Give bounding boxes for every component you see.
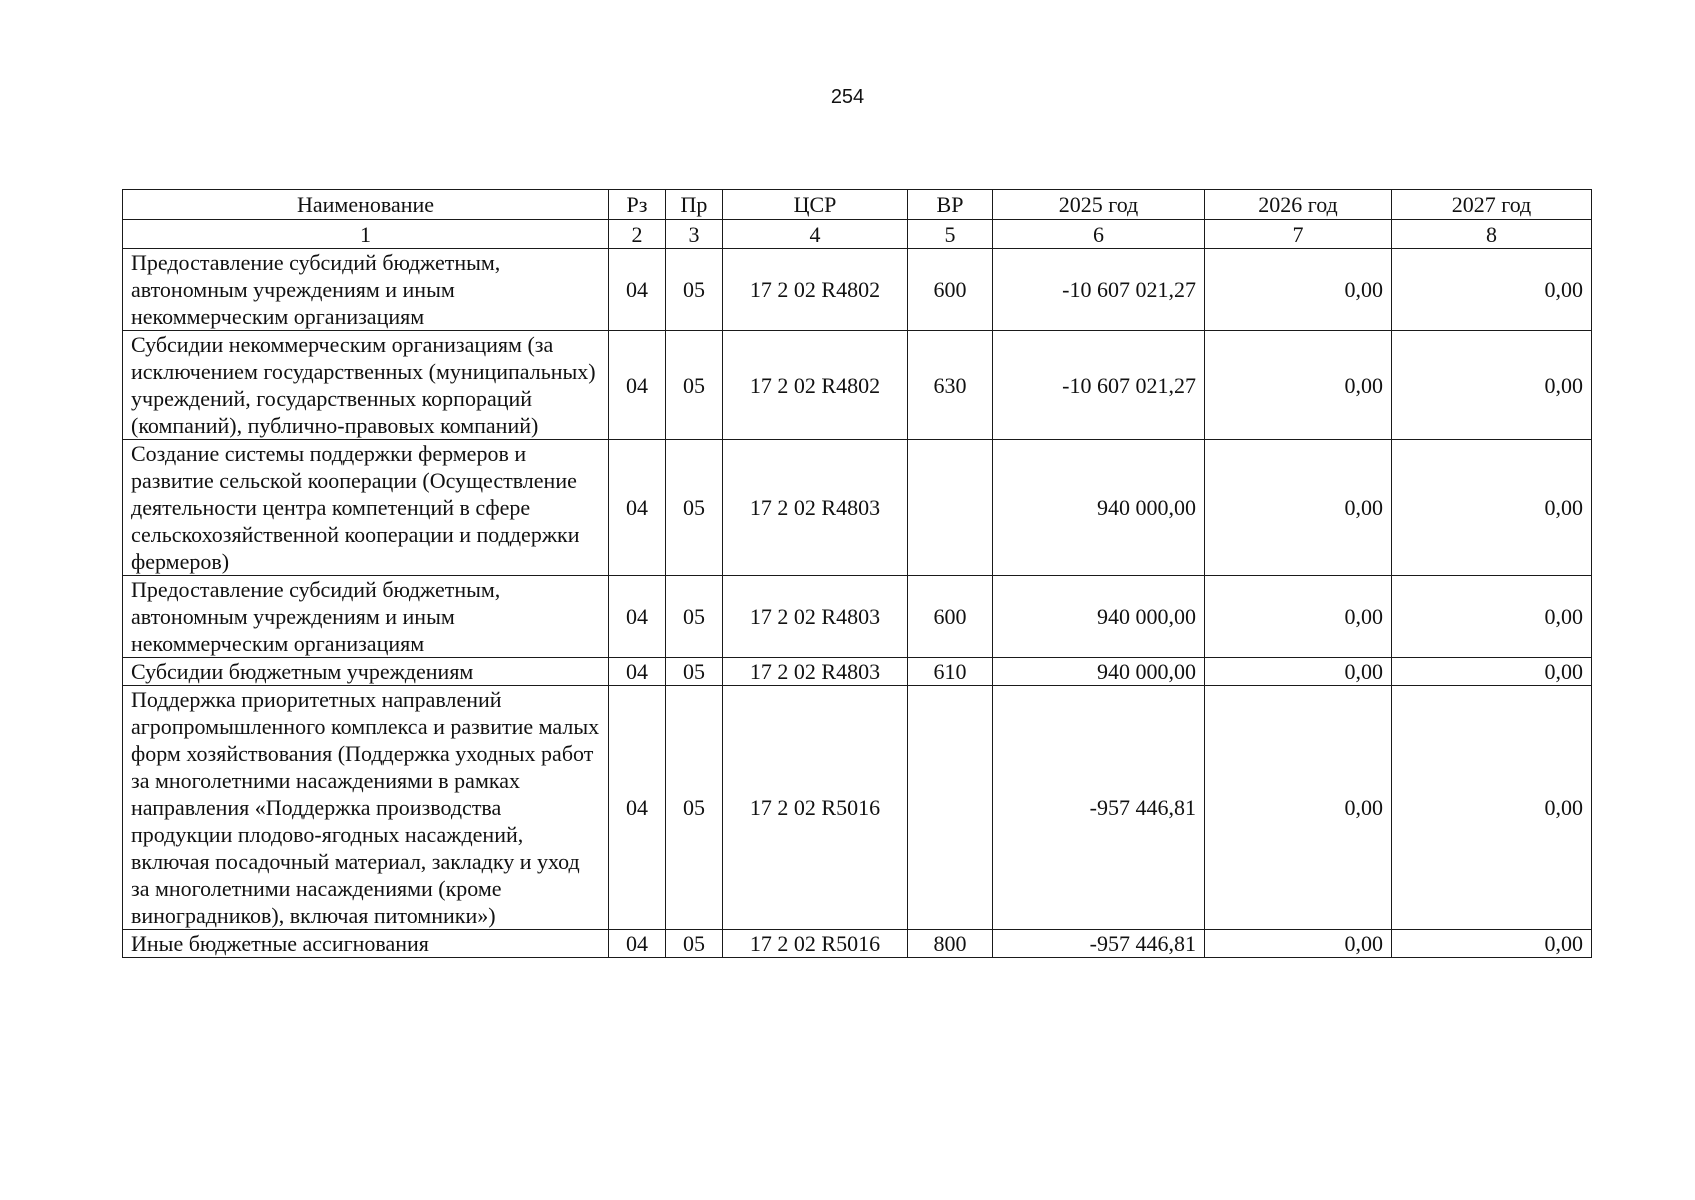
row-2026: 0,00 [1205,440,1392,576]
row-pr: 05 [666,686,723,930]
header-2025: 2025 год [993,190,1205,220]
row-rz: 04 [609,576,666,658]
column-number-row [123,220,1592,249]
row-2027: 0,00 [1392,686,1592,930]
row-pr: 05 [666,658,723,686]
row-pr: 05 [666,576,723,658]
row-rz: 04 [609,440,666,576]
row-vr [908,686,993,930]
header-vr: ВР [908,190,993,220]
row-2027: 0,00 [1392,658,1592,686]
row-2026: 0,00 [1205,930,1392,958]
header-2027: 2027 год [1392,190,1592,220]
header-pr: Пр [666,190,723,220]
row-rz: 04 [609,658,666,686]
row-csr: 17 2 02 R4803 [723,658,908,686]
row-pr: 05 [666,331,723,440]
column-number: 4 [723,220,908,249]
row-2027: 0,00 [1392,930,1592,958]
column-number: 3 [666,220,723,249]
table-row [123,331,1592,440]
row-2026: 0,00 [1205,658,1392,686]
column-number: 6 [993,220,1205,249]
row-2027: 0,00 [1392,440,1592,576]
row-vr: 630 [908,331,993,440]
row-name: Предоставление субсидий бюджетным, автономным учреждениям и иным некоммерческим организациям [123,576,609,658]
row-pr: 05 [666,440,723,576]
row-pr: 05 [666,249,723,331]
row-name: Субсидии бюджетным учреждениям [123,658,609,686]
row-2027: 0,00 [1392,249,1592,331]
row-name: Субсидии некоммерческим организациям (за исключением государственных (муниципальных) учреждений, государственных корпораций (компаний), публично-правовых компаний) [123,331,609,440]
row-vr: 600 [908,576,993,658]
column-number: 8 [1392,220,1592,249]
row-name: Иные бюджетные ассигнования [123,930,609,958]
table-row [123,249,1592,331]
row-2026: 0,00 [1205,576,1392,658]
row-2025: 940 000,00 [993,658,1205,686]
row-2026: 0,00 [1205,686,1392,930]
page-number: 254 [830,86,865,108]
row-pr: 05 [666,930,723,958]
row-2025: -957 446,81 [993,930,1205,958]
column-number: 7 [1205,220,1392,249]
column-number: 1 [123,220,609,249]
row-2027: 0,00 [1392,331,1592,440]
row-rz: 04 [609,686,666,930]
row-csr: 17 2 02 R4802 [723,249,908,331]
row-csr: 17 2 02 R5016 [723,930,908,958]
row-rz: 04 [609,249,666,331]
row-csr: 17 2 02 R5016 [723,686,908,930]
row-2026: 0,00 [1205,331,1392,440]
row-vr: 610 [908,658,993,686]
row-2025: 940 000,00 [993,440,1205,576]
row-2026: 0,00 [1205,249,1392,331]
column-number: 5 [908,220,993,249]
row-csr: 17 2 02 R4802 [723,331,908,440]
row-csr: 17 2 02 R4803 [723,440,908,576]
header-name: Наименование [123,190,609,220]
header-row [123,190,1592,220]
row-name: Создание системы поддержки фермеров и развитие сельской кооперации (Осуществление деятельности центра компетенций в сфере сельскохозяйственной кооперации и поддержки фермеров) [123,440,609,576]
row-name: Предоставление субсидий бюджетным, автономным учреждениям и иным некоммерческим организациям [123,249,609,331]
row-2025: -10 607 021,27 [993,331,1205,440]
table-row [123,658,1592,686]
row-rz: 04 [609,930,666,958]
row-vr: 600 [908,249,993,331]
row-name: Поддержка приоритетных направлений агропромышленного комплекса и развитие малых форм хозяйствования (Поддержка уходных работ за многолетними насаждениями в рамках направления «Поддержка производства продукции плодово-ягодных насаждений, включая посадочный материал, закладку и уход за многолетними насаждениями (кроме виноградников), включая питомники») [123,686,609,930]
column-number: 2 [609,220,666,249]
header-rz: Рз [609,190,666,220]
row-2027: 0,00 [1392,576,1592,658]
row-csr: 17 2 02 R4803 [723,576,908,658]
row-2025: -957 446,81 [993,686,1205,930]
row-2025: -10 607 021,27 [993,249,1205,331]
table-row [123,576,1592,658]
row-vr [908,440,993,576]
row-rz: 04 [609,331,666,440]
table-row [123,930,1592,958]
budget-table [122,189,1592,958]
header-csr: ЦСР [723,190,908,220]
table-row [123,440,1592,576]
header-2026: 2026 год [1205,190,1392,220]
row-2025: 940 000,00 [993,576,1205,658]
table-row [123,686,1592,930]
row-vr: 800 [908,930,993,958]
